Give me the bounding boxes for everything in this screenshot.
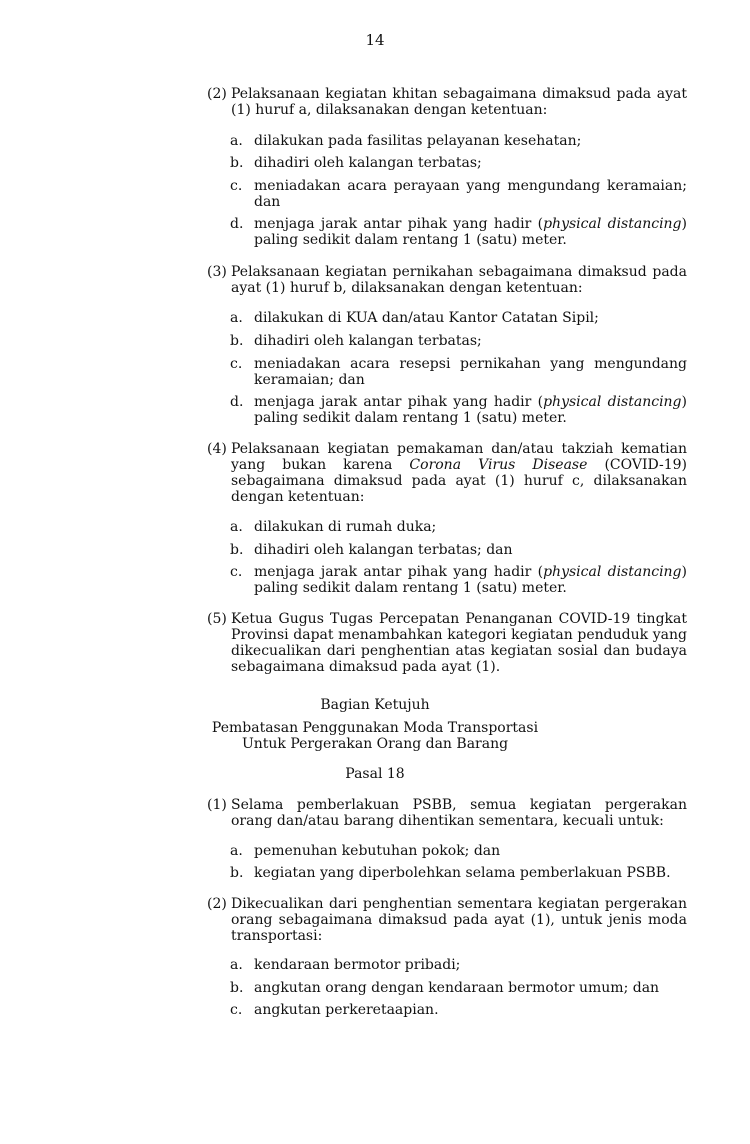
list-text: angkutan orang dengan kendaraan bermotor umum; dan [254,980,660,996]
list-text: dihadiri oleh kalangan terbatas; [254,333,482,349]
list-text: menjaga jarak antar pihak yang hadir (physical distancing) paling sedikit dalam rentang 1 (satu) meter. [254,216,687,248]
paragraph-number: (1) [207,797,227,813]
paragraph-17-4 [207,441,687,505]
section-heading: Bagian Ketujuh [320,697,430,713]
list-letter: a. [230,310,243,326]
paragraph-text: Dikecualikan dari penghentian sementara kegiatan pergerakan orang sebagaimana dimaksud pada ayat (1), untuk jenis moda transportasi: [231,896,687,944]
list-letter: c. [230,356,243,372]
list-text: kegiatan yang diperbolehkan selama pemberlakuan PSBB. [254,865,671,881]
list-item [230,980,687,996]
list-item [230,356,687,388]
list-letter: b. [230,333,244,349]
section-title-line-1: Pembatasan Penggunakan Moda Transportasi [211,720,539,736]
paragraph-17-5 [207,611,687,675]
list-item [230,394,687,426]
paragraph-text: Pelaksanaan kegiatan khitan sebagaimana dimaksud pada ayat (1) huruf a, dilaksanakan dengan ketentuan: [231,86,687,118]
paragraph-17-2 [207,86,687,118]
list-item [230,333,687,349]
list-item [230,564,687,596]
list-item [230,133,687,149]
list-letter: b. [230,155,244,171]
paragraph-number: (2) [207,896,227,912]
list-text: angkutan perkeretaapian. [254,1002,439,1018]
list-text: meniadakan acara resepsi pernikahan yang mengundang keramaian; dan [254,356,687,388]
paragraph-number: (2) [207,86,227,102]
list-letter: b. [230,542,244,558]
list-letter: c. [230,178,243,194]
list-letter: a. [230,957,243,973]
list-letter: d. [230,216,244,232]
paragraph-text: Pelaksanaan kegiatan pemakaman dan/atau takziah kematian yang bukan karena Corona Virus Disease (COVID-19) sebagaimana dimaksud pada ayat (1) huruf c, dilaksanakan dengan ketentuan: [231,441,687,505]
list-letter: a. [230,519,243,535]
section-title-line-2: Untuk Pergerakan Orang dan Barang [241,736,509,752]
list-item [230,957,687,973]
list-text: dihadiri oleh kalangan terbatas; dan [254,542,513,558]
paragraph-18-2 [207,896,687,944]
list-item [230,519,687,535]
list-text: dilakukan di rumah duka; [254,519,437,535]
list-text: menjaga jarak antar pihak yang hadir (physical distancing) paling sedikit dalam rentang 1 (satu) meter. [254,394,687,426]
list-text: menjaga jarak antar pihak yang hadir (physical distancing) paling sedikit dalam rentang 1 (satu) meter. [254,564,687,596]
paragraph-text: Selama pemberlakuan PSBB, semua kegiatan pergerakan orang dan/atau barang dihentikan sementara, kecuali untuk: [231,797,687,829]
article-title: Pasal 18 [345,766,405,782]
list-item [230,542,687,558]
page-number: 14 [365,31,385,49]
list-text: meniadakan acara perayaan yang mengundang keramaian; dan [254,178,687,210]
list-letter: c. [230,564,243,580]
list-item [230,178,687,210]
paragraph-text: Pelaksanaan kegiatan pernikahan sebagaimana dimaksud pada ayat (1) huruf b, dilaksanakan dengan ketentuan: [231,264,687,296]
list-text: dihadiri oleh kalangan terbatas; [254,155,482,171]
list-letter: a. [230,133,243,149]
list-text: pemenuhan kebutuhan pokok; dan [254,843,501,859]
list-letter: b. [230,980,244,996]
list-item [230,865,687,881]
paragraph-number: (3) [207,264,227,280]
paragraph-number: (4) [207,441,227,457]
paragraph-17-3 [207,264,687,296]
list-text: dilakukan pada fasilitas pelayanan kesehatan; [254,133,582,149]
list-letter: b. [230,865,244,881]
paragraph-18-1 [207,797,687,829]
list-letter: d. [230,394,244,410]
paragraph-number: (5) [207,611,227,627]
list-text: dilakukan di KUA dan/atau Kantor Catatan Sipil; [254,310,599,326]
list-item [230,310,687,326]
list-item [230,843,687,859]
list-item [230,216,687,248]
list-text: kendaraan bermotor pribadi; [254,957,461,973]
list-item [230,1002,687,1018]
list-letter: a. [230,843,243,859]
list-letter: c. [230,1002,243,1018]
list-item [230,155,687,171]
paragraph-text: Ketua Gugus Tugas Percepatan Penanganan COVID-19 tingkat Provinsi dapat menambahkan kategori kegiatan penduduk yang dikecualikan dari penghentian atas kegiatan sosial dan budaya sebagaimana dimaksud pada ayat (1). [231,611,687,675]
